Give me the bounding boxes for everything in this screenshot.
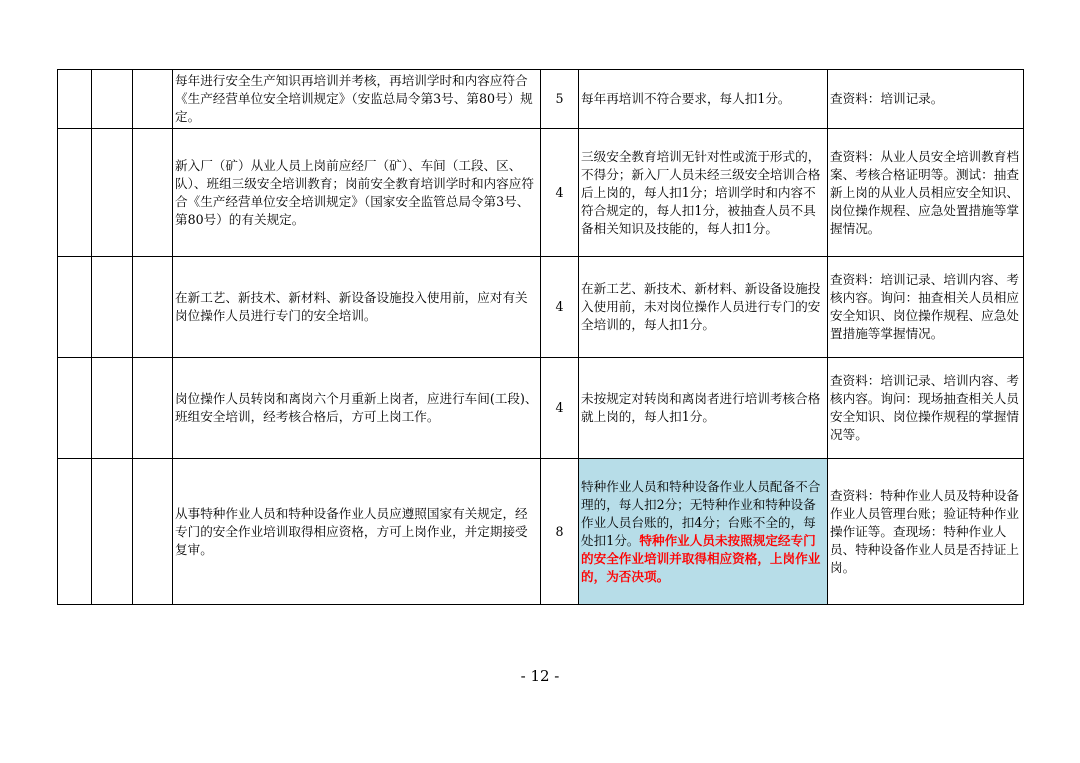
blank-cell xyxy=(92,70,133,129)
table-row xyxy=(58,129,1024,257)
blank-cell xyxy=(58,129,92,257)
criteria-cell-highlighted xyxy=(579,459,828,605)
criteria-cell: 每年再培训不符合要求，每人扣1分。 xyxy=(579,70,828,129)
blank-cell xyxy=(58,70,92,129)
assessment-table xyxy=(57,69,1024,605)
blank-cell xyxy=(133,459,173,605)
criteria-cell: 三级安全教育培训无针对性或流于形式的，不得分；新入厂人员未经三级安全培训合格后上岗的，每人扣1分；培训学时和内容不符合规定的，每人扣1分，被抽查人员不具备相关知识及技能的，每人扣1分。 xyxy=(579,129,828,257)
score-cell: 4 xyxy=(541,358,579,459)
requirement-cell: 从事特种作业人员和特种设备作业人员应遵照国家有关规定，经专门的安全作业培训取得相应资格，方可上岗作业，并定期接受复审。 xyxy=(173,459,541,605)
blank-cell xyxy=(58,358,92,459)
criteria-text: 特种作业人员和特种设备作业人员配备不合理的，每人扣2分；无特种作业和特种设备作业人员台账的，扣4分；台账不全的，每处扣1分。 xyxy=(581,478,821,548)
criteria-cell: 未按规定对转岗和离岗者进行培训考核合格就上岗的，每人扣1分。 xyxy=(579,358,828,459)
blank-cell xyxy=(92,129,133,257)
veto-criteria-text: 特种作业人员未按照规定经专门的安全作业培训并取得相应资格，上岗作业的，为否决项。 xyxy=(581,532,821,584)
blank-cell xyxy=(133,70,173,129)
method-cell: 查资料：培训记录、培训内容、考核内容。询问：现场抽查相关人员安全知识、岗位操作规程的掌握情况等。 xyxy=(828,358,1024,459)
method-cell: 查资料：特种作业人员及特种设备作业人员管理台账；验证特种作业操作证等。查现场：特种作业人员、特种设备作业人员是否持证上岗。 xyxy=(828,459,1024,605)
page-number: - 12 - xyxy=(520,667,560,685)
method-cell: 查资料：培训记录。 xyxy=(828,70,1024,129)
method-cell: 查资料：从业人员安全培训教育档案、考核合格证明等。测试：抽查新上岗的从业人员相应安全知识、岗位操作规程、应急处置措施等掌握情况。 xyxy=(828,129,1024,257)
requirement-cell: 岗位操作人员转岗和离岗六个月重新上岗者，应进行车间(工段)、班组安全培训，经考核合格后，方可上岗工作。 xyxy=(173,358,541,459)
score-cell: 4 xyxy=(541,129,579,257)
blank-cell xyxy=(92,257,133,358)
requirement-cell: 新入厂（矿）从业人员上岗前应经厂（矿）、车间（工段、区、队）、班组三级安全培训教育；岗前安全教育培训学时和内容应符合《生产经营单位安全培训规定》（国家安全监管总局令第3号、第80号）的有关规定。 xyxy=(173,129,541,257)
table-row xyxy=(58,358,1024,459)
blank-cell xyxy=(58,257,92,358)
table-row xyxy=(58,257,1024,358)
blank-cell xyxy=(58,459,92,605)
score-cell: 4 xyxy=(541,257,579,358)
method-cell: 查资料：培训记录、培训内容、考核内容。询问：抽查相关人员相应安全知识、岗位操作规程、应急处置措施等掌握情况。 xyxy=(828,257,1024,358)
table-row xyxy=(58,459,1024,605)
criteria-cell: 在新工艺、新技术、新材料、新设备设施投入使用前，未对岗位操作人员进行专门的安全培训的，每人扣1分。 xyxy=(579,257,828,358)
blank-cell xyxy=(92,358,133,459)
blank-cell xyxy=(133,358,173,459)
requirement-cell: 在新工艺、新技术、新材料、新设备设施投入使用前，应对有关岗位操作人员进行专门的安全培训。 xyxy=(173,257,541,358)
requirement-cell: 每年进行安全生产知识再培训并考核，再培训学时和内容应符合《生产经营单位安全培训规定》（安监总局令第3号、第80号）规定。 xyxy=(173,70,541,129)
blank-cell xyxy=(92,459,133,605)
score-cell: 5 xyxy=(541,70,579,129)
table-row xyxy=(58,70,1024,129)
blank-cell xyxy=(133,129,173,257)
blank-cell xyxy=(133,257,173,358)
score-cell: 8 xyxy=(541,459,579,605)
